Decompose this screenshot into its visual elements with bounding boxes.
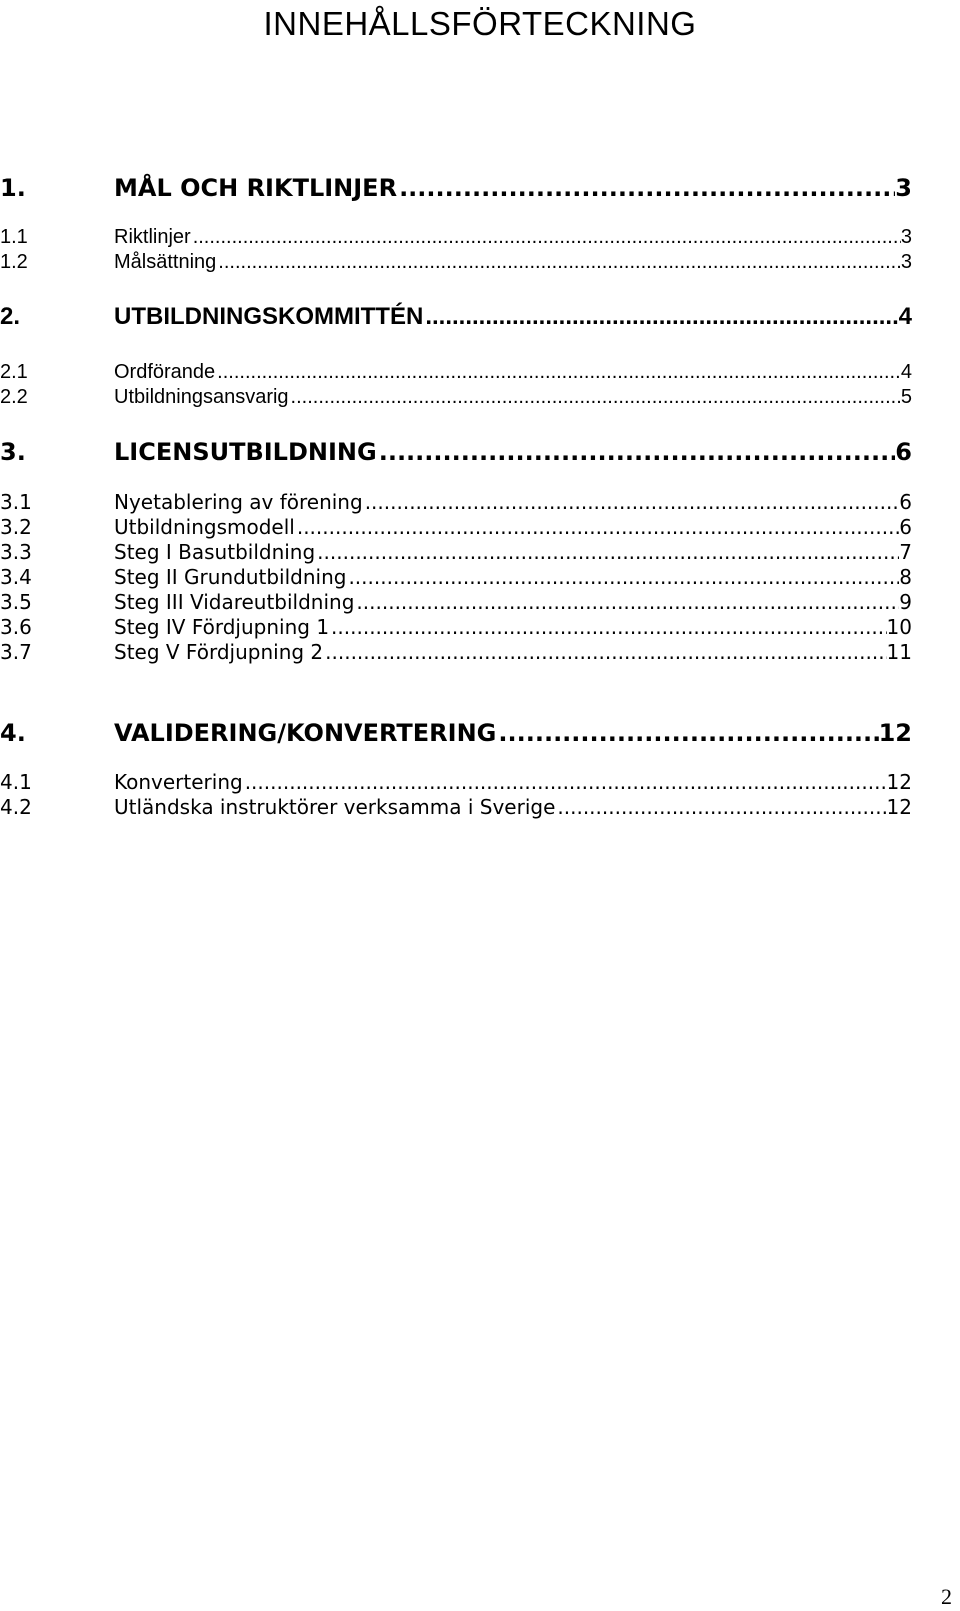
toc-title: Steg II Grundutbildning [114, 565, 347, 589]
toc-title: Utbildningsansvarig [114, 386, 289, 408]
toc-number: 4.2 [0, 795, 32, 819]
toc-number: 3.7 [0, 640, 32, 664]
toc-entry-3-4[interactable] [0, 565, 912, 590]
dot-leader [397, 173, 895, 203]
toc-page-number: 12 [886, 795, 912, 819]
toc-title: Riktlinjer [114, 226, 191, 248]
toc-title: Utbildningsmodell [114, 515, 295, 539]
toc-entry-4[interactable] [0, 718, 912, 748]
toc-page-number: 8 [899, 565, 912, 589]
toc-title: Steg V Fördjupning 2 [114, 640, 324, 664]
toc-title: Målsättning [114, 251, 217, 273]
toc-entry-3-6[interactable] [0, 615, 912, 640]
toc-page-number: 12 [886, 770, 912, 794]
toc-entry-3-3[interactable] [0, 540, 912, 565]
toc-number: 2.2 [0, 386, 28, 408]
toc-title: Utländska instruktörer verksamma i Sverige [114, 795, 556, 819]
toc-page-number: 9 [899, 590, 912, 614]
toc-page-number: 12 [878, 719, 912, 747]
toc-number: 3.3 [0, 540, 32, 564]
toc-page-number: 3 [900, 226, 912, 248]
page-number: 2 [941, 1584, 952, 1609]
dot-leader [377, 437, 896, 467]
toc-number: 2. [0, 303, 21, 330]
toc-title: Nyetablering av förening [114, 490, 363, 514]
dot-leader [354, 590, 899, 615]
toc-page-number: 3 [900, 251, 912, 273]
toc-number: 3.1 [0, 490, 32, 514]
toc-title: LICENSUTBILDNING [114, 438, 377, 466]
toc-number: 1.1 [0, 226, 28, 248]
toc-page-number: 6 [899, 515, 912, 539]
toc-number: 2.1 [0, 361, 28, 383]
toc-entry-2[interactable] [0, 302, 912, 332]
toc-entry-4-2[interactable] [0, 795, 912, 820]
toc-title: Konvertering [114, 770, 243, 794]
dot-leader [423, 302, 898, 332]
toc-page-number: 11 [886, 640, 912, 664]
toc-page-number: 6 [899, 490, 912, 514]
toc-title: VALIDERING/KONVERTERING [114, 719, 497, 747]
toc-entry-1-1[interactable] [0, 225, 912, 250]
toc-entry-3-5[interactable] [0, 590, 912, 615]
toc-page-number: 6 [895, 438, 912, 466]
toc-entry-1[interactable] [0, 173, 912, 203]
toc-page-number: 10 [886, 615, 912, 639]
toc-title: UTBILDNINGSKOMMITTÉN [114, 303, 424, 330]
toc-number: 4. [0, 719, 26, 747]
dot-leader [346, 565, 899, 590]
toc-entry-3[interactable] [0, 437, 912, 467]
toc-entry-3-1[interactable] [0, 490, 912, 515]
toc-page-number: 5 [900, 386, 912, 408]
dot-leader [496, 718, 878, 748]
toc-page-number: 4 [898, 303, 912, 330]
toc-number: 3.2 [0, 515, 32, 539]
toc-number: 1.2 [0, 251, 28, 273]
toc-number: 1. [0, 174, 26, 202]
toc-title: Steg I Basutbildning [114, 540, 316, 564]
toc-number: 3. [0, 438, 26, 466]
toc-page-number: 7 [899, 540, 912, 564]
dot-leader [363, 490, 900, 515]
dot-leader [289, 385, 901, 410]
dot-leader [216, 250, 901, 275]
toc-title: Steg IV Fördjupning 1 [114, 615, 330, 639]
dot-leader [555, 795, 886, 820]
dot-leader [215, 360, 901, 385]
toc-entry-1-2[interactable] [0, 250, 912, 275]
page-title: INNEHÅLLSFÖRTECKNING [263, 5, 697, 42]
dot-leader [315, 540, 899, 565]
toc-entry-4-1[interactable] [0, 770, 912, 795]
toc-page-number: 4 [900, 361, 912, 383]
toc-number: 3.6 [0, 615, 32, 639]
toc-title: Steg III Vidareutbildning [114, 590, 355, 614]
dot-leader [329, 615, 887, 640]
dot-leader [323, 640, 886, 665]
toc-entry-3-7[interactable] [0, 640, 912, 665]
toc-entry-3-2[interactable] [0, 515, 912, 540]
toc-number: 4.1 [0, 770, 32, 794]
dot-leader [295, 515, 899, 540]
toc-number: 3.5 [0, 590, 32, 614]
toc-entry-2-1[interactable] [0, 360, 912, 385]
toc-number: 3.4 [0, 565, 32, 589]
dot-leader [243, 770, 887, 795]
toc-page-number: 3 [895, 174, 912, 202]
dot-leader [191, 225, 901, 250]
toc-title: MÅL OCH RIKTLINJER [114, 174, 398, 202]
toc-title: Ordförande [114, 361, 216, 383]
toc-entry-2-2[interactable] [0, 385, 912, 410]
